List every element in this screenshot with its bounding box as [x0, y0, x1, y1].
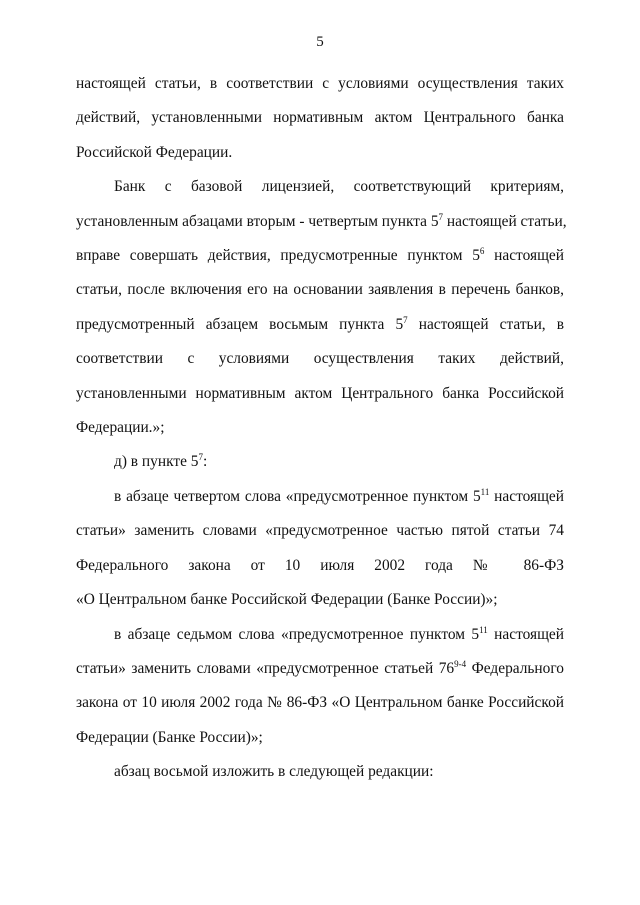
text-line: [76, 480, 564, 514]
text-line: Российской Федерации.: [76, 143, 233, 161]
text-run: предусмотренный абзацем восьмым пункта 5: [76, 315, 404, 333]
text-line: действий, установленными нормативным актом Центрального банка: [76, 109, 564, 127]
paragraph-2: [76, 170, 567, 445]
text-run: настоящей: [489, 487, 564, 505]
text-run: вправе совершать действия, предусмотренные пунктом 5: [76, 247, 480, 265]
paragraph-6: [76, 755, 564, 789]
text-line: настоящей статьи, в соответствии с условиями осуществления таких: [76, 75, 564, 92]
superscript: 11: [480, 486, 490, 497]
superscript: 7: [438, 211, 444, 222]
text-run: в абзаце седьмом слова «предусмотренное пунктом 5: [114, 625, 480, 643]
text-line: статьи» заменить словами «предусмотренное частью пятой статьи 74: [76, 522, 564, 540]
text-run: :: [202, 453, 208, 471]
text-line: [76, 308, 564, 342]
text-line: [76, 239, 564, 273]
paragraph-4: [76, 480, 564, 618]
superscript: 7: [403, 314, 408, 325]
text-run: в абзаце четвертом слова «предусмотренное пунктом 5: [114, 487, 481, 505]
text-line: Федерального закона от 10 июля 2002 года № 86-ФЗ: [76, 556, 564, 574]
superscript: 6: [479, 246, 485, 257]
text-run: настоящей: [487, 625, 564, 643]
text-line: [76, 445, 564, 479]
page-number: 5: [316, 34, 324, 50]
text-run: настоящей статьи, в: [407, 315, 565, 333]
text-line: статьи, после включения его на основании заявления в перечень банков,: [76, 281, 564, 299]
text-line: [76, 618, 564, 652]
text-line: установленными нормативным актом Центрального банка Российской: [76, 384, 564, 402]
text-line: [76, 205, 567, 239]
text-run: настоящей статьи,: [443, 212, 567, 230]
text-line: Федерации.»;: [76, 419, 165, 437]
text-run: д) в пункте 5: [114, 453, 199, 471]
text-run: настоящей: [484, 247, 564, 265]
superscript: 7: [198, 452, 203, 463]
text-line: Федерации (Банке России)»;: [76, 728, 263, 746]
paragraph-1: [76, 67, 564, 170]
text-line: соответствии с условиями осуществления таких действий,: [76, 350, 564, 368]
text-line: закона от 10 июля 2002 года № 86-ФЗ «О Центральном банке Российской: [76, 694, 564, 712]
text-line: Банк с базовой лицензией, соответствующий критериям,: [114, 178, 564, 196]
paragraph-5: [76, 618, 564, 756]
text-run: Федерального: [466, 659, 564, 677]
text-line: абзац восьмой изложить в следующей редакции:: [114, 763, 434, 781]
text-run: статьи» заменить словами «предусмотренное статьей 76: [76, 659, 455, 677]
text-line: [76, 652, 564, 686]
paragraph-3: [76, 445, 564, 479]
text-run: установленным абзацами вторым - четвертым пункта 5: [76, 212, 439, 230]
superscript: 9-4: [454, 658, 467, 669]
document-body: [76, 67, 567, 790]
text-line: «О Центральном банке Российской Федерации (Банке России)»;: [76, 591, 498, 609]
superscript: 11: [479, 624, 488, 635]
